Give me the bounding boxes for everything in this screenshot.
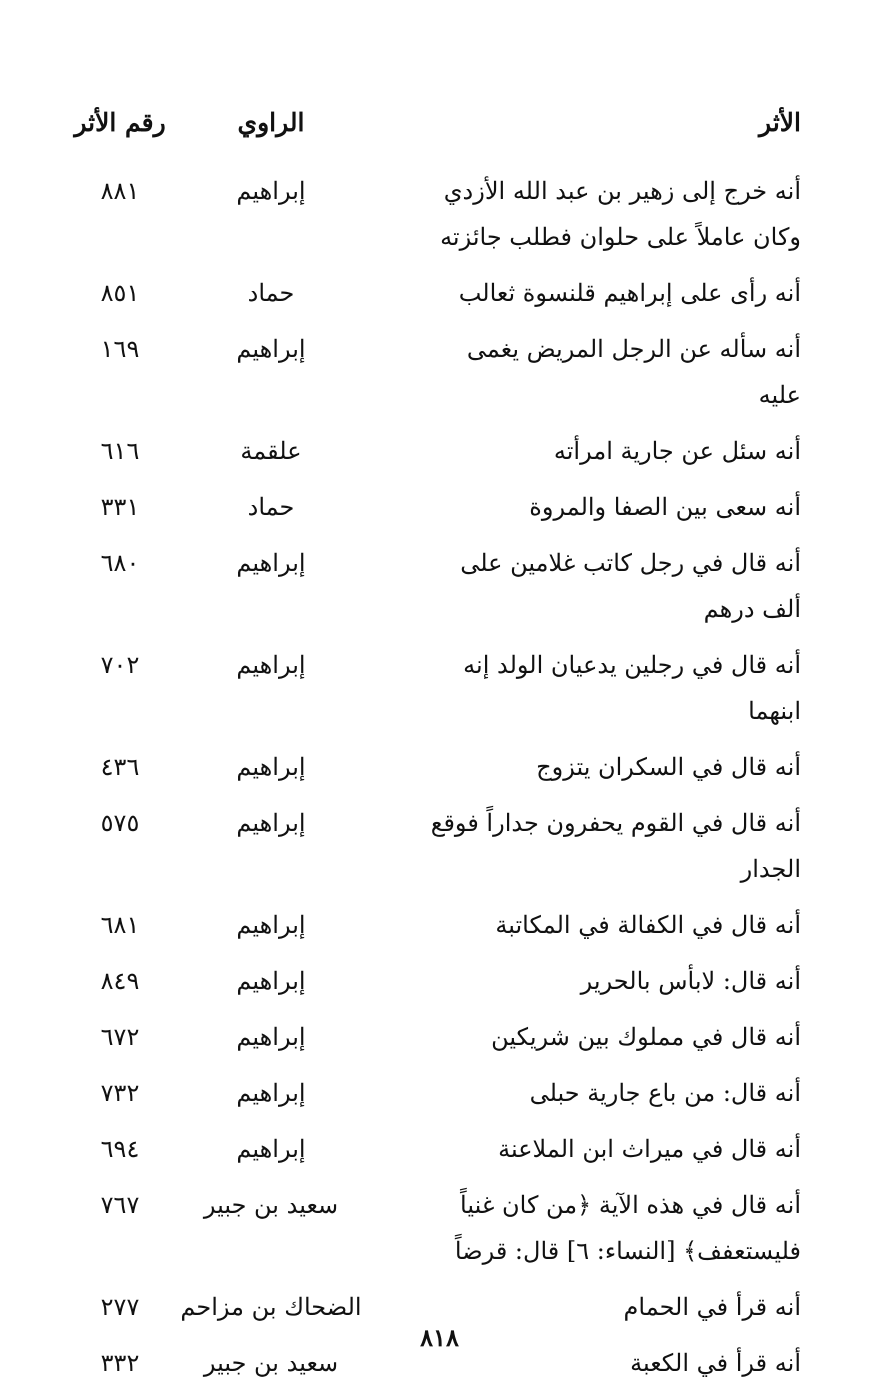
table-row (60, 428, 801, 474)
rawi-name: سعيد بن جبير (203, 1191, 339, 1219)
athar-number: ١٦٩ (100, 335, 140, 363)
table-row (60, 270, 801, 316)
header-rawi: الراوي (237, 108, 305, 137)
athar-number: ٦١٦ (100, 437, 140, 465)
athar-text: أنه قال في السكران يتزوج (536, 753, 801, 781)
rawi-name: حماد (247, 493, 295, 521)
rawi-name: حماد (247, 279, 295, 307)
rawi-name: إبراهيم (236, 177, 306, 205)
athar-number: ٨٨١ (100, 177, 140, 205)
athar-text: أنه سأله عن الرجل المريض يغمى عليه (466, 335, 801, 409)
rawi-name: علقمة (240, 437, 302, 465)
athar-text: أنه قال في ميراث ابن الملاعنة (498, 1135, 801, 1163)
athar-text: أنه قرأ في الحمام (623, 1293, 801, 1321)
rawi-name: إبراهيم (236, 809, 306, 837)
table-row (60, 800, 801, 892)
header-number: رقم الأثر (74, 108, 166, 137)
athar-number: ٦٨١ (100, 911, 140, 939)
table-row (60, 642, 801, 734)
table-row (60, 1126, 801, 1172)
table-row (60, 1070, 801, 1116)
athar-number: ٣٣١ (100, 493, 140, 521)
athar-number: ٦٨٠ (100, 549, 140, 577)
table-row (60, 168, 801, 260)
athar-text: أنه قال: من باع جارية حبلى (529, 1079, 801, 1107)
athar-text: أنه قال: لابأس بالحرير (580, 967, 801, 995)
athar-text: أنه قال في الكفالة في المكاتبة (495, 911, 801, 939)
header-athar: الأثر (759, 108, 801, 137)
table-row (60, 1182, 801, 1274)
rawi-name: إبراهيم (236, 1079, 306, 1107)
rawi-name: الضحاك بن مزاحم (180, 1293, 362, 1321)
rawi-name: إبراهيم (236, 335, 306, 363)
rawi-name: إبراهيم (236, 549, 306, 577)
rawi-name: إبراهيم (236, 1023, 306, 1051)
table-row (60, 958, 801, 1004)
athar-text: أنه قال في مملوك بين شريكين (491, 1023, 801, 1051)
athar-text: أنه قال في رجل كاتب غلامين على ألف درهم (460, 549, 801, 623)
athar-number: ٨٥١ (100, 279, 140, 307)
table-row (60, 326, 801, 418)
athar-text: أنه قال في القوم يحفرون جداراً فوقع الجدار (430, 809, 801, 883)
table-header (60, 108, 801, 148)
athar-text: أنه قرأ في الكعبة (630, 1349, 801, 1377)
athar-number: ٦٧٢ (100, 1023, 140, 1051)
athar-number: ٤٣٦ (100, 753, 140, 781)
table-row (60, 902, 801, 948)
rawi-name: إبراهيم (236, 1135, 306, 1163)
table-row (60, 540, 801, 632)
athar-text: أنه سئل عن جارية امرأته (553, 437, 801, 465)
athar-number: ٧٠٢ (100, 651, 140, 679)
athar-number: ٢٧٧ (100, 1293, 140, 1321)
rawi-name: إبراهيم (236, 911, 306, 939)
athar-text: أنه سعى بين الصفا والمروة (529, 493, 801, 521)
rawi-name: إبراهيم (236, 753, 306, 781)
athar-text: أنه رأى على إبراهيم قلنسوة ثعالب (458, 279, 801, 307)
athar-number: ٧٣٢ (100, 1079, 140, 1107)
table-row (60, 1014, 801, 1060)
athar-text: أنه قال في هذه الآية ﴿من كان غنياً فليستعفف﴾ [النساء: ٦] قال: قرضاً (454, 1191, 801, 1265)
rawi-name: سعيد بن جبير (203, 1349, 339, 1377)
rawi-name: إبراهيم (236, 651, 306, 679)
athar-text: أنه قال في رجلين يدعيان الولد إنه ابنهما (463, 651, 801, 725)
athar-text: أنه خرج إلى زهير بن عبد الله الأزدي وكان عاملاً على حلوان فطلب جائزته (440, 177, 801, 251)
athar-number: ٦٩٤ (100, 1135, 140, 1163)
table-row (60, 484, 801, 530)
page-number: ٨١٨ (420, 1323, 459, 1352)
athar-number: ٣٣٢ (100, 1349, 140, 1377)
athar-number: ٥٧٥ (100, 809, 140, 837)
rawi-name: إبراهيم (236, 967, 306, 995)
athar-number: ٨٤٩ (100, 967, 140, 995)
table-row (60, 744, 801, 790)
athar-number: ٧٦٧ (100, 1191, 140, 1219)
athar-index-table (60, 168, 801, 1396)
